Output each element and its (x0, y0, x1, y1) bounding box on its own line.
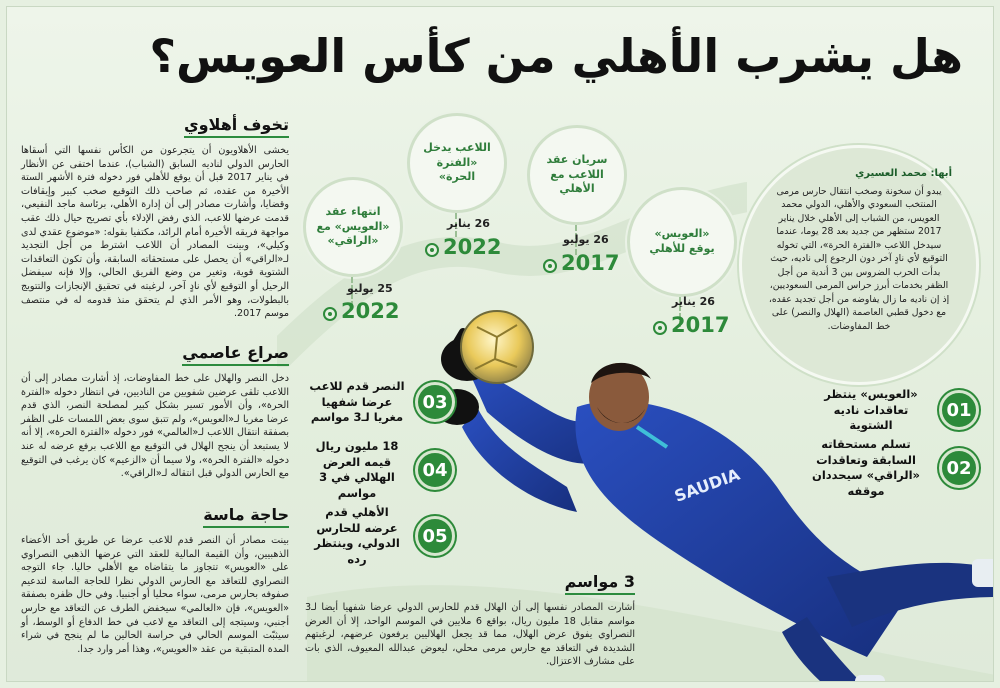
number-badge: 03 (415, 382, 455, 422)
numbered-item-01 (811, 387, 979, 434)
section-title: صراع عاصمي (182, 343, 289, 366)
numbered-item-text: 18 مليون ريال قيمه العرض الهلالي في 3 مواسم (315, 439, 399, 500)
infographic-frame (6, 6, 994, 682)
section-capital-conflict (21, 343, 289, 481)
headline: هل يشرب الأهلي من كأس العويس؟ (149, 29, 963, 83)
timeline-label-1: «العويس» يوقع للأهلي (649, 227, 715, 255)
numbered-item-text: تسلم مستحقاته السابقة وتعاقدات «الراقي» سيحددان موقفه (812, 437, 920, 498)
timeline-label-4: انتهاء عقد «العويس» مع «الراقي» (316, 204, 390, 248)
timeline-date-2: 26 يوليو (563, 233, 609, 246)
number-badge: 04 (415, 450, 455, 490)
author-byline: أبها: محمد العسيري (855, 168, 952, 179)
numbered-item-text: «العويس» ينتظر تعاقدات ناديه الشتوية (824, 387, 918, 433)
numbered-item-text: الأهلي قدم عرضه للحارس الدولي، وينتظر رده (314, 505, 400, 566)
section-fear (21, 115, 289, 321)
timeline-date-1: 26 يناير (672, 295, 715, 308)
section-text: يخشى الأهلاويون أن يتجرعون من الكأس نفسها التي أسقاها الحارس الدولي لناديه السابق (الشباب)، عندما اختفى عن الأنظار في يناير 2017 قبل أن يوقع للأهلي فور دخوله فترة الأشهر الستة الأخيرة من عقده، ثم صاحب ذلك التوقيع صخب كبير وإيقافات وقضايا، وأشارت مصادر إلى أن إدارة الأهلي، برئاسة ماجد النفيعي، قدمت عرضها للاعب، الذي رفض الإدلاء بأي تصريح حيال ذلك عقب مواجهة فريقه الأخيرة أمام الرائد، مكتفيا بقوله: «موضوع عقدي لدى وكيلي»، وبينت المصادر أن اللاعب اشترط من أجل التجديد لـ«الراقي» أن يحصل على مستحقاته السابقة، وأن تكون التعاقدات الشتوية قوية، وتغير من وضع الفريق الحالي، وإلا فإنه سيفضل الرحيل أو التوقيع لأي نادٍ آخر، لرغبته في تحقيق الإنجازات والتتويج بالبطولات، وهو الأمر الذي لم يتحقق منذ قدومه له في منتصف موسم 2017. (21, 145, 289, 320)
timeline-label-3: اللاعب يدخل «الفترة الحرة» (423, 140, 491, 184)
numbered-item-text: النصر قدم للاعب عرضا شفهيا مغريا لـ3 مواسم (309, 379, 405, 425)
timeline-year-4: 2022 (341, 299, 400, 323)
numbered-item-03 (307, 379, 455, 426)
jersey-brand: SAUDIA (671, 464, 743, 506)
section-urgent-need (21, 505, 289, 656)
timeline-date-3: 26 يناير (447, 217, 490, 230)
timeline-dot-2 (543, 259, 557, 273)
numbered-item-04 (307, 439, 455, 501)
timeline-label-2: سريان عقد اللاعب مع الأهلي (546, 152, 608, 196)
section-title: حاجة ماسة (203, 505, 289, 528)
section-three-seasons (305, 572, 635, 669)
section-title: 3 مواسم (565, 572, 635, 595)
number-badge: 05 (415, 516, 455, 556)
section-text: بينت مصادر أن النصر قدم للاعب عرضا عن طريق أحد الأعضاء الذهبيين، وأن القيمة المالية للعقد التي عرضها الذهبي النصراوي على «العويس» تتجاوز ما يتقاضاه مع الأهلي حاليا. جاء التوجه النصراوي للتعاقد مع الحارس الدولي نظرا للحاجة الماسة لتدعيم صفوفه بحارس مرمى، سواء محليا أو أجنبيا. وفي حال ظفره بصفقة «العويس»، فإن «العالمي» سيخفض الطرف عن التعاقد مع حارس أجنبي، وسيتجه إلى التعاقد مع لاعب في خط الدفاع أو الوسط، أو سيثبّت الموسم الحالي في حراسة الحالين ما لم ينجح في شراء المدة المتبقية من عقد «العويس»، وهذا أمر وارد جدا. (21, 535, 289, 655)
number-badge: 02 (939, 448, 979, 488)
timeline-year-2: 2017 (561, 251, 620, 275)
timeline-dot-3 (425, 243, 439, 257)
timeline-bubble-4 (303, 177, 403, 277)
author-text: يبدو أن سخونة وصخب انتقال حارس مرمى المنتخب السعودي والأهلي، الدولي محمد العويس، من الشباب إلى الأهلي خلال يناير 2017 ستظهر من جديد بعد 28 يوما، عندما سيدخل اللاعب «الفترة الحرة»، التي تخوله التوقيع لأي نادٍ آخر دون الرجوع إلى ناديه، حيث بدأت الحرب الضروس بين 3 أندية من أجل الظفر بخدمات أبرز حراس المرمى السعوديين، إذ إن ناديه ما زال يفاوضه من أجل تجديد عقده، مع دخول قطبي العاصمة (الهلال والنصر) على خط المفاوضات. (768, 186, 950, 332)
section-text: أشارت المصادر نفسها إلى أن الهلال قدم للحارس الدولي عرضا شفهيا أيضا لـ3 مواسم مقابل 18 مليون ريال، بواقع 6 ملايين في الموسم الواحد، إلا أن العرض النصراوي يفوق عرض الهلال، مما قد يجعل الهلاليين يرفعون عرضهم، لرغبتهم الشديدة في التعاقد مع حارس مرمى محلي، ليعوض عبدالله المعيوف، الذي بات على مشارف الاعتزال. (305, 602, 635, 668)
number-badge: 01 (939, 390, 979, 430)
numbered-item-02 (801, 437, 979, 499)
timeline-date-4: 25 يوليو (347, 282, 393, 295)
timeline-year-3: 2022 (443, 235, 502, 259)
section-text: دخل النصر والهلال على خط المفاوضات، إذ أشارت مصادر إلى أن اللاعب تلقى عرضين شفويين من الناديين، في انتظار دخوله «الفترة الحرة»، وأن الأمور تسير بشكل كبير لمصلحة النصر، الذي قدم عرضا مغريا لـ«العويس»، ولم تتبق سوى بعض اللمسات على الظفر بصفقة انتقال اللاعب لـ«العالمي» فور دخوله «الفترة الحرة»، إلا أنه لا يستبعد أن ينجح الهلال في التوقيع مع اللاعب برفع عرضه له عند دخوله «الفترة الحرة»، ولا سيما أن «الزعيم» كان يرغب في التوقيع مع الحارس الدولي قبل انتقاله لـ«الراقي». (21, 373, 289, 480)
timeline-bubble-1 (627, 187, 737, 297)
numbered-item-05 (307, 505, 455, 567)
timeline-year-1: 2017 (671, 313, 730, 337)
timeline-bubble-3 (407, 113, 507, 213)
section-title: تخوف أهلاوي (184, 115, 289, 138)
timeline-bubble-2 (527, 125, 627, 225)
